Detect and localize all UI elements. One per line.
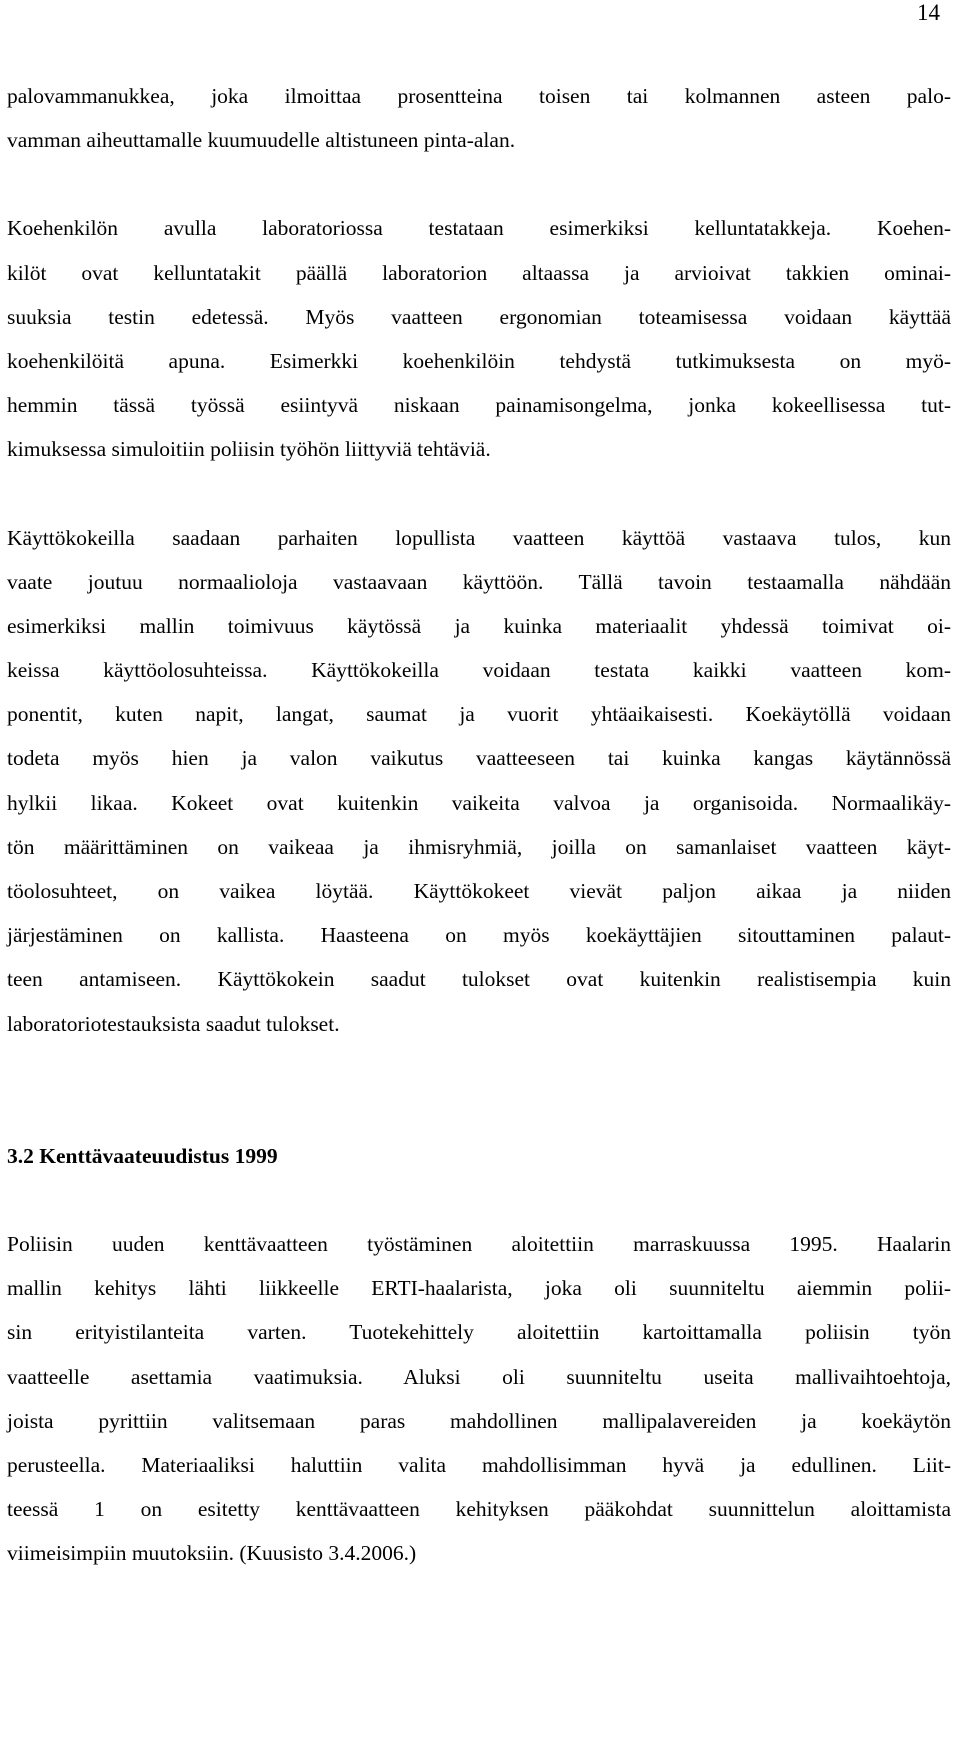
paragraph-3 xyxy=(7,516,951,1046)
text-line: koehenkilöitä apuna. Esimerkki koehenkilöin tehdystä tutkimuksesta on myö- xyxy=(7,348,951,373)
text-line: hylkii likaa. Kokeet ovat kuitenkin vaikeita valvoa ja organisoida. Normaalikäy- xyxy=(7,790,951,815)
section-spacer xyxy=(7,1046,951,1134)
text-line: keissa käyttöolosuhteissa. Käyttökokeilla voidaan testata kaikki vaatteen kom- xyxy=(7,658,951,683)
paragraph-1 xyxy=(7,74,951,162)
text-line: esimerkiksi mallin toimivuus käytössä ja kuinka materiaalit yhdessä toimivat oi- xyxy=(7,613,951,638)
paragraph-2 xyxy=(7,206,951,471)
text-line: kilöt ovat kelluntatakit päällä laboratorion altaassa ja arvioivat takkien ominai- xyxy=(7,260,951,285)
text-line: vamman aiheuttamalle kuumuudelle altistuneen pinta-alan. xyxy=(7,128,516,153)
text-line: järjestäminen on kallista. Haasteena on myös koekäyttäjien sitouttaminen palaut- xyxy=(7,923,951,948)
document-body xyxy=(7,74,951,1575)
paragraph-spacer xyxy=(7,1178,951,1222)
text-line: laboratoriotestauksista saadut tulokset. xyxy=(7,1011,340,1036)
text-line: töolosuhteet, on vaikea löytää. Käyttökokeet vievät paljon aikaa ja niiden xyxy=(7,879,951,903)
text-line: Poliisin uuden kenttävaatteen työstäminen aloitettiin marraskuussa 1995. Haalarin xyxy=(7,1231,951,1256)
text-line: palovammanukkea, joka ilmoittaa prosentteina toisen tai kolmannen asteen palo- xyxy=(7,84,951,108)
text-line: viimeisimpiin muutoksiin. (Kuusisto 3.4.2006.) xyxy=(7,1541,417,1566)
text-line: Koehenkilön avulla laboratoriossa testataan esimerkiksi kelluntatakkeja. Koehen- xyxy=(7,216,951,241)
text-line: sin erityistilanteita varten. Tuotekehittely aloitettiin kartoittamalla poliisin työn xyxy=(7,1320,951,1345)
text-line: perusteella. Materiaaliksi haluttiin valita mahdollisimman hyvä ja edullinen. Liit- xyxy=(7,1452,951,1477)
text-line: hemmin tässä työssä esiintyvä niskaan painamisongelma, jonka kokeellisessa tut- xyxy=(7,393,951,418)
section-paragraph xyxy=(7,1222,951,1576)
text-line: mallin kehitys lähti liikkeelle ERTI-haalarista, joka oli suunniteltu aiemmin polii- xyxy=(7,1276,951,1301)
text-line: todeta myös hien ja valon vaikutus vaatteeseen tai kuinka kangas käytännössä xyxy=(7,746,951,771)
text-line: kimuksessa simuloitiin poliisin työhön liittyviä tehtäviä. xyxy=(7,437,491,462)
text-line: teessä 1 on esitetty kenttävaatteen kehityksen pääkohdat suunnittelun aloittamista xyxy=(7,1497,951,1522)
text-line: suuksia testin edetessä. Myös vaatteen ergonomian toteamisessa voidaan käyttää xyxy=(7,304,951,329)
paragraph-spacer xyxy=(7,472,951,516)
text-line: joista pyrittiin valitsemaan paras mahdollinen mallipalavereiden ja koekäytön xyxy=(7,1408,951,1433)
text-line: teen antamiseen. Käyttökokein saadut tulokset ovat kuitenkin realistisempia kuin xyxy=(7,967,951,992)
page-number: 14 xyxy=(917,0,940,25)
section-heading: 3.2 Kenttävaateuudistus 1999 xyxy=(7,1143,278,1168)
text-line: tön määrittäminen on vaikeaa ja ihmisryhmiä, joilla on samanlaiset vaatteen käyt- xyxy=(7,834,951,859)
text-line: vaatteelle asettamia vaatimuksia. Aluksi oli suunniteltu useita mallivaihtoehtoja, xyxy=(7,1364,951,1389)
text-line: ponentit, kuten napit, langat, saumat ja vuorit yhtäaikaisesti. Koekäytöllä voidaan xyxy=(7,702,951,727)
text-line: Käyttökokeilla saadaan parhaiten lopullista vaatteen käyttöä vastaava tulos, kun xyxy=(7,525,951,550)
text-line: vaate joutuu normaalioloja vastaavaan käyttöön. Tällä tavoin testaamalla nähdään xyxy=(7,569,951,594)
paragraph-spacer xyxy=(7,162,951,206)
